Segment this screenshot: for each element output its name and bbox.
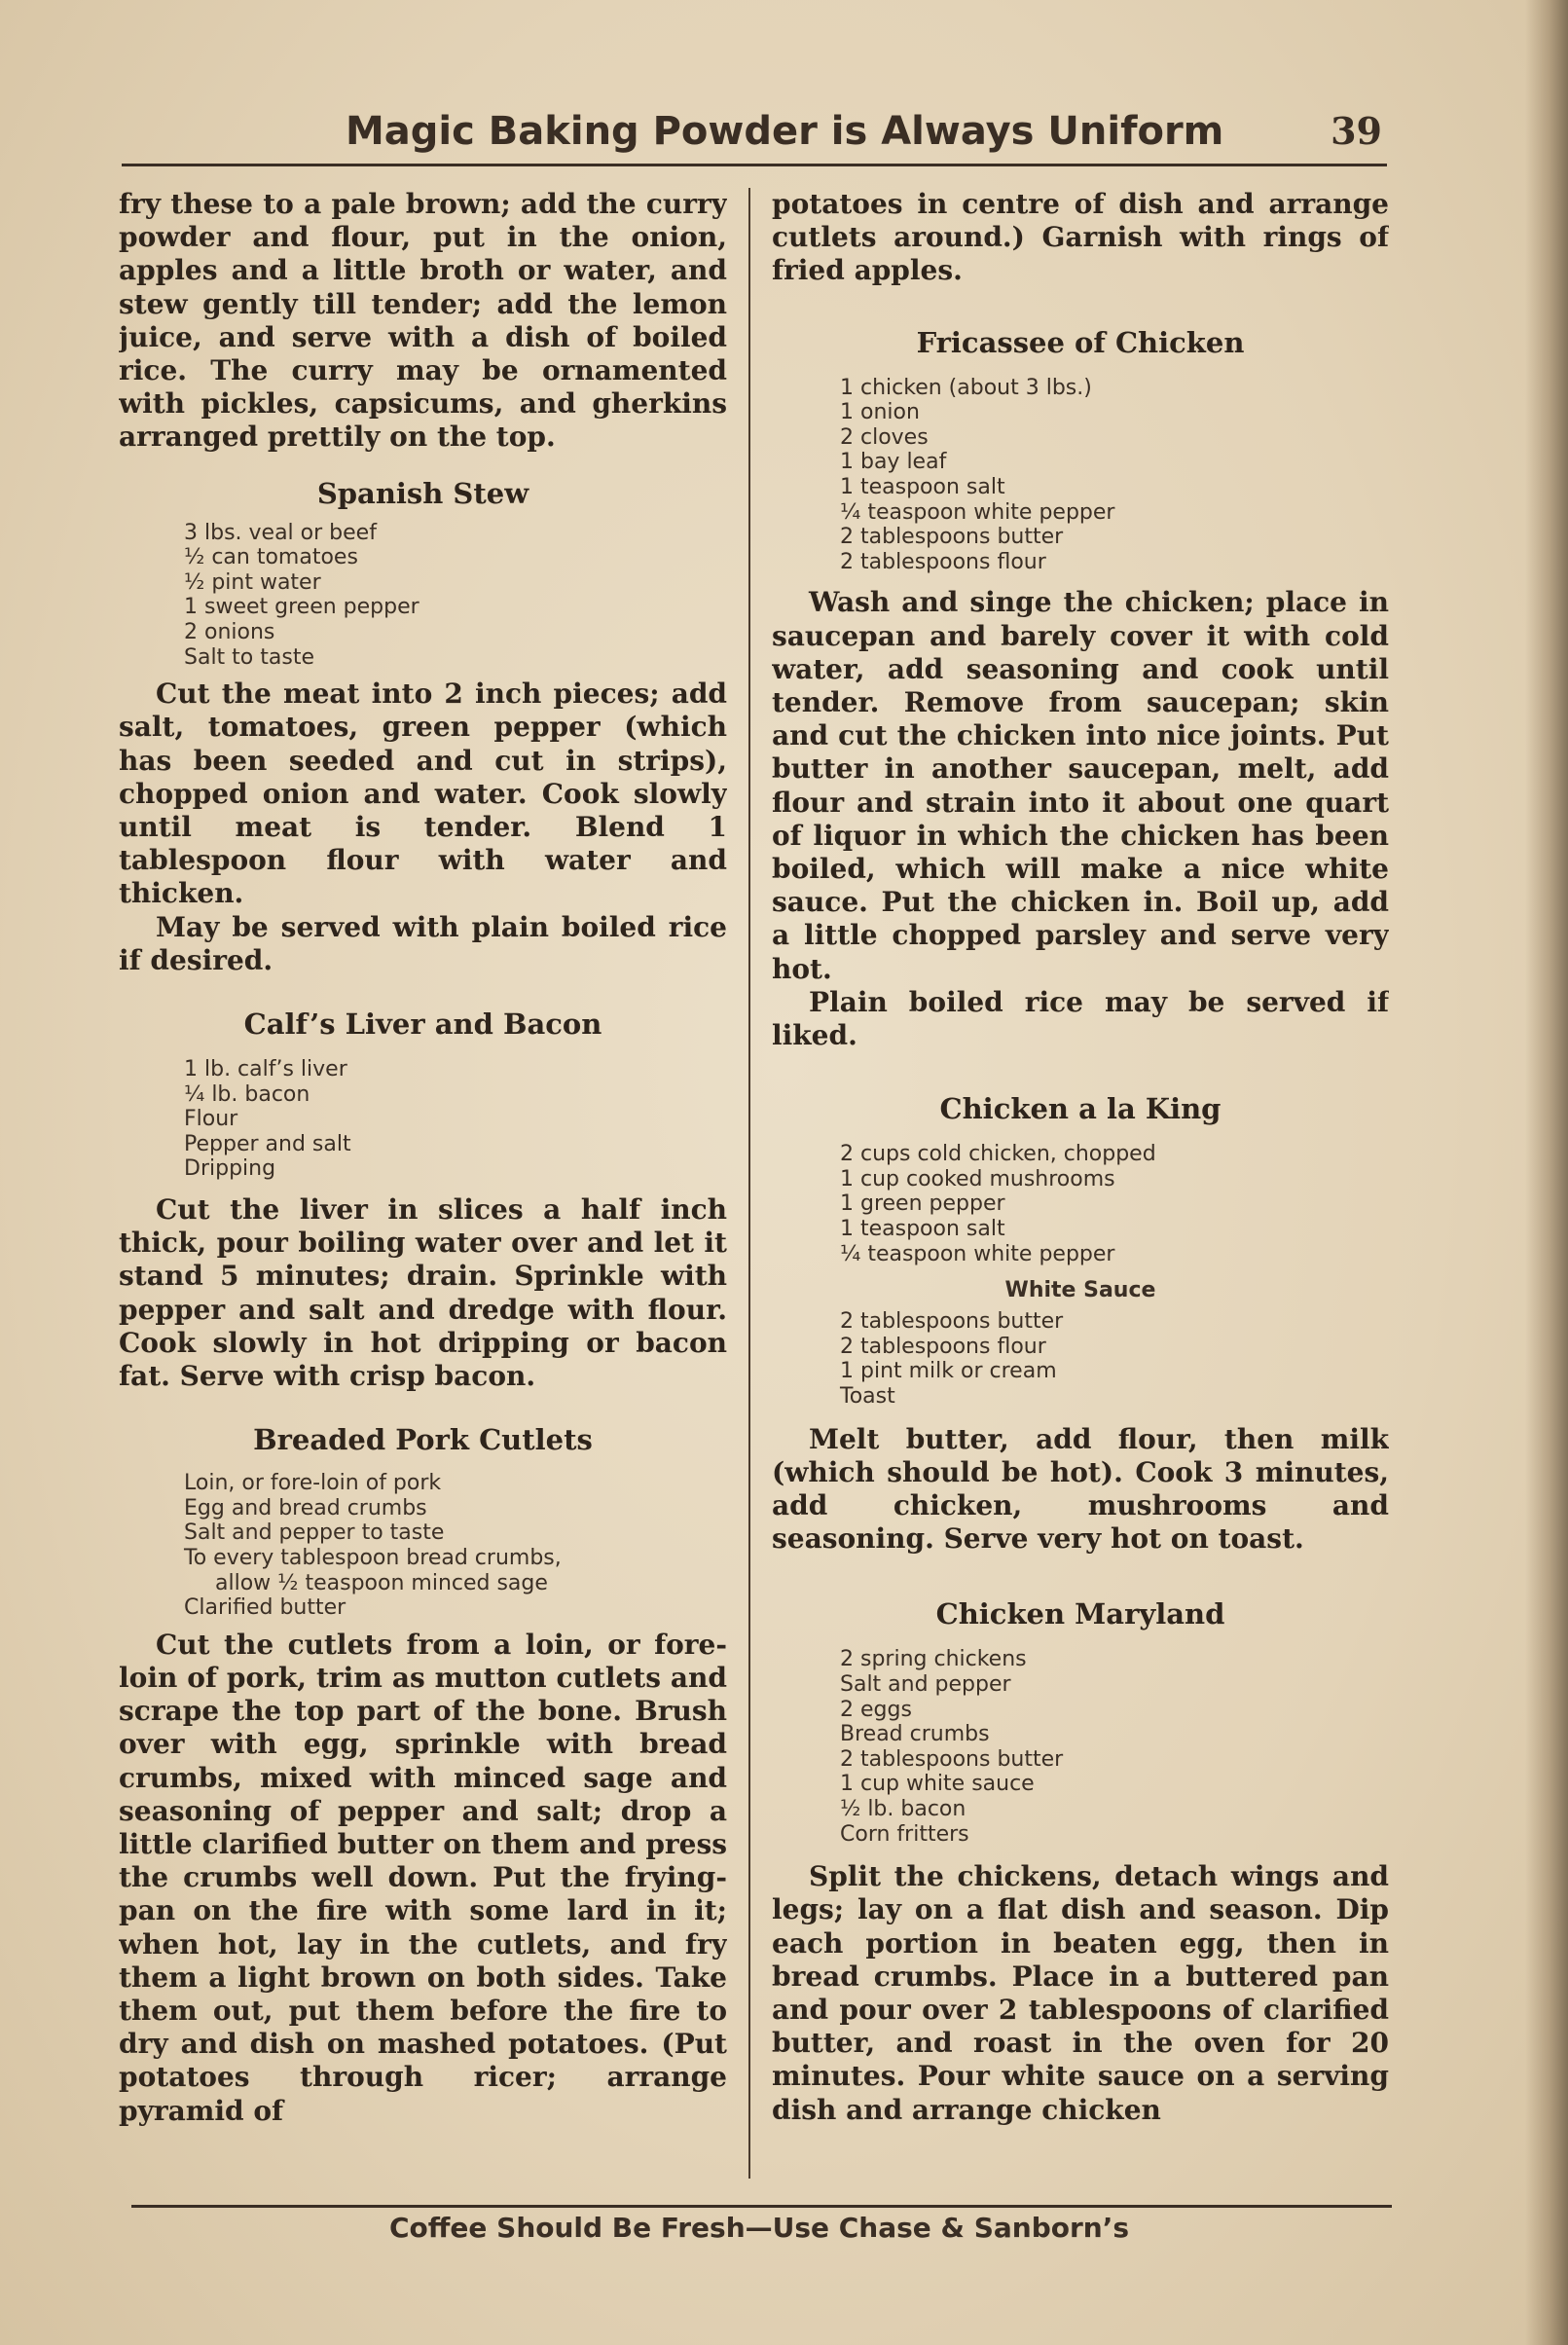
- ingredient-item: 2 tablespoons butter: [840, 1746, 1064, 1772]
- ingredient-item: Salt to taste: [184, 644, 314, 670]
- ingredient-item: Corn fritters: [840, 1821, 969, 1847]
- method-paragraph: Cut the meat into 2 inch pieces; add salt, tomatoes, green pepper (which has been seeded and cut in strips), chopped onion and water. Cook slowly until meat is tender. Blend 1 tablespoon flour with water and thicken.: [119, 678, 727, 910]
- ingredient-item: 2 tablespoons butter: [840, 525, 1064, 550]
- recipe-title-a-la-king: Chicken a la King: [939, 1092, 1222, 1126]
- right-column: [772, 188, 1389, 2179]
- ingredient-item: ¼ teaspoon white pepper: [840, 1241, 1115, 1266]
- method-paragraph: Plain boiled rice may be served if liked.: [772, 985, 1389, 1051]
- ingredient-item: 1 sweet green pepper: [184, 595, 419, 620]
- ingredient-list-white-sauce: [840, 1309, 1389, 1409]
- recipe-title-calfs-liver: Calf’s Liver and Bacon: [243, 1008, 602, 1042]
- method-paragraph: Wash and singe the chicken; place in saucepan and barely cover it with cold water, add seasoning and cook until tender. Remove from saucepan; skin and cut the chicken into nice joints. Put butter in another saucepan, melt, add flour and strain into it about one quart of liquor in which the chicken has been boiled, which will make a nice white sauce. Put the chicken in. Boil up, add a little chopped parsley and serve very hot.: [772, 586, 1389, 985]
- method-paragraph: May be served with plain boiled rice if desired.: [119, 910, 727, 976]
- ingredient-item: 2 tablespoons flour: [840, 1334, 1046, 1359]
- ingredient-item: 1 cup cooked mushrooms: [840, 1166, 1115, 1191]
- ingredient-item: To every tablespoon bread crumbs,: [184, 1545, 562, 1570]
- ingredient-item: 1 bay leaf: [840, 450, 947, 475]
- ingredient-list-a-la-king: [840, 1142, 1389, 1266]
- method-paragraph: Melt butter, add flour, then milk (which should be hot). Cook 3 minutes, add chicken, mushrooms and seasoning. Serve very hot on toast.: [772, 1422, 1389, 1556]
- curry-continued-text: fry these to a pale brown; add the curry powder and flour, put in the onion, apples and a little broth or water, and stew gently till tender; add the lemon juice, and serve with a dish of boiled rice. The curry may be ornamented with pickles, capsicums, and gherkins arranged prettily on the top.: [119, 188, 727, 454]
- ingredient-item: ½ can tomatoes: [184, 545, 358, 570]
- running-footer: Coffee Should Be Fresh—Use Chase & Sanborn’s: [388, 2212, 1130, 2244]
- method-paragraph: Cut the liver in slices a half inch thick, pour boiling water over and let it stand 5 minutes; drain. Sprinkle with pepper and salt and dredge with flour. Cook slowly in hot dripping or bacon fat. Serve with crisp bacon.: [119, 1192, 727, 1392]
- ingredient-item: 1 pint milk or cream: [840, 1359, 1057, 1384]
- ingredient-item: 1 teaspoon salt: [840, 474, 1005, 499]
- column-divider: [748, 188, 750, 2179]
- method-paragraph: Cut the cutlets from a loin, or fore-loin of pork, trim as mutton cutlets and scrape the top part of the bone. Brush over with egg, sprinkle with bread crumbs, mixed with minced sage and seasoning of pepper and salt; drop a little clarified butter on them and press the crumbs well down. Put the frying-pan on the fire with some lard in it; when hot, lay in the cutlets, and fry them a light brown on both sides. Take them out, put them before the fire to dry and dish on mashed potatoes. (Put potatoes through ricer; arrange pyramid of: [119, 1628, 727, 2127]
- ingredient-item: 1 green pepper: [840, 1191, 1005, 1217]
- ingredient-list-spanish-stew: [184, 521, 727, 671]
- page-number: 39: [1331, 109, 1382, 153]
- subheading-white-sauce: White Sauce: [1004, 1278, 1156, 1303]
- left-column: [119, 188, 727, 2179]
- running-header: [122, 105, 1387, 166]
- ingredient-item: 3 lbs. veal or beef: [184, 520, 377, 545]
- ingredient-item: 2 tablespoons flour: [840, 549, 1046, 574]
- ingredient-item: 1 cup white sauce: [840, 1772, 1035, 1797]
- ingredient-item: Bread crumbs: [840, 1722, 990, 1747]
- ingredient-item: Clarified butter: [184, 1595, 346, 1621]
- ingredient-item: Flour: [184, 1107, 238, 1132]
- ingredient-list-pork-cutlets: [184, 1471, 727, 1621]
- ingredient-list-maryland: [840, 1647, 1389, 1847]
- ingredient-item: allow ½ teaspoon minced sage: [215, 1570, 548, 1595]
- ingredient-item: 1 lb. calf’s liver: [184, 1057, 347, 1082]
- ingredient-item: Pepper and salt: [184, 1131, 351, 1156]
- recipe-title-maryland: Chicken Maryland: [935, 1597, 1225, 1631]
- ingredient-item: 2 spring chickens: [840, 1647, 1027, 1672]
- ingredient-item: ½ lb. bacon: [840, 1796, 966, 1821]
- recipe-title-fricassee: Fricassee of Chicken: [916, 325, 1245, 359]
- ingredient-item: 2 cups cold chicken, chopped: [840, 1142, 1156, 1167]
- footer-rule: [131, 2205, 1392, 2208]
- ingredient-item: ¼ teaspoon white pepper: [840, 499, 1115, 525]
- ingredient-item: 2 onions: [184, 620, 275, 644]
- ingredient-item: Toast: [840, 1383, 895, 1409]
- header-title: Magic Baking Powder is Always Uniform: [346, 109, 1224, 154]
- ingredient-item: Dripping: [184, 1156, 276, 1182]
- ingredient-item: Egg and bread crumbs: [184, 1495, 427, 1521]
- ingredient-item: Salt and pepper: [840, 1671, 1011, 1697]
- ingredient-item: Loin, or fore-loin of pork: [184, 1471, 442, 1496]
- ingredient-item: ¼ lb. bacon: [184, 1081, 310, 1107]
- recipe-title-spanish-stew: Spanish Stew: [316, 476, 529, 510]
- ingredient-item: 1 chicken (about 3 lbs.): [840, 375, 1092, 400]
- ingredient-item: 2 tablespoons butter: [840, 1309, 1064, 1335]
- ingredient-item: 1 teaspoon salt: [840, 1216, 1005, 1241]
- ingredient-item: ½ pint water: [184, 569, 321, 595]
- ingredient-item: 2 cloves: [840, 424, 929, 450]
- recipe-title-pork-cutlets: Breaded Pork Cutlets: [253, 1423, 593, 1457]
- ingredient-list-calfs-liver: [184, 1057, 727, 1182]
- method-paragraph: Split the chickens, detach wings and legs; lay on a flat dish and season. Dip each portion in beaten egg, then in bread crumbs. Place in a buttered pan and pour over 2 tablespoons of clarified butter, and roast in the oven for 20 minutes. Pour white sauce on a serving dish and arrange chicken: [772, 1860, 1389, 2126]
- ingredient-item: Salt and pepper to taste: [184, 1521, 445, 1546]
- cutlets-continued-text: potatoes in centre of dish and arrange cutlets around.) Garnish with rings of fried apples.: [772, 188, 1389, 287]
- page-spine-shadow: [1525, 0, 1568, 2345]
- ingredient-item: 1 onion: [840, 400, 920, 425]
- ingredient-item: 2 eggs: [840, 1697, 912, 1722]
- ingredient-list-fricassee: [840, 376, 1389, 575]
